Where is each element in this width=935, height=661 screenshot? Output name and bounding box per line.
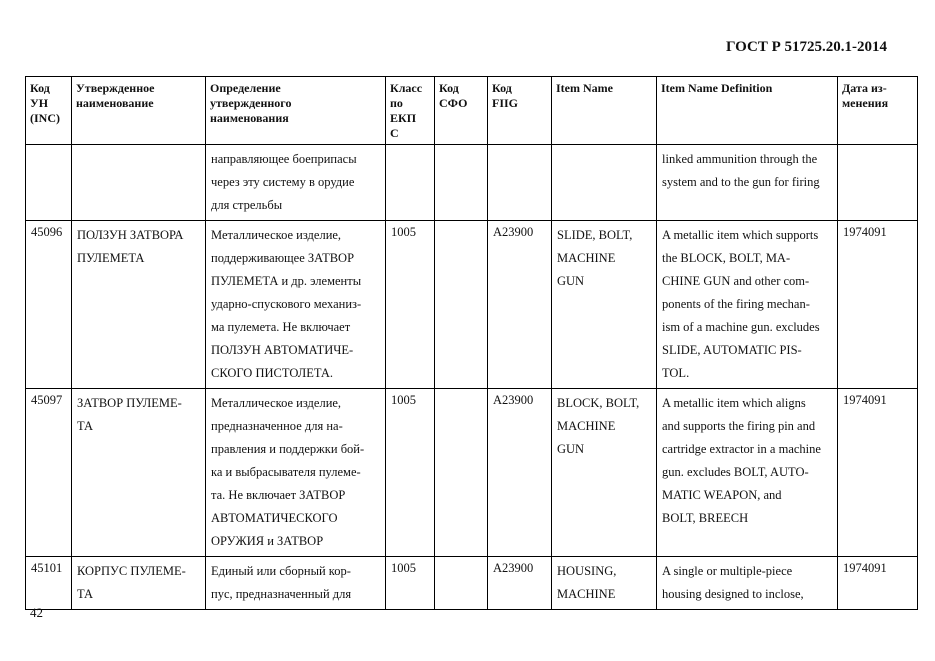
definition-cell: Металлическое изделие, предназначенное для на- правления и поддержки бой- ка и выбрасывателя пулеме- та. Не включает ЗАТВОР АВТОМАТИЧЕСКОГО ОРУЖИЯ и ЗАТВОР [206, 389, 386, 557]
class-cell: 1005 [386, 557, 435, 610]
fiig-cell: A23900 [488, 389, 552, 557]
class-cell: 1005 [386, 221, 435, 389]
col-header-inc: Код УН (INC) [26, 77, 72, 145]
item-name-cell [552, 145, 657, 221]
sfo-cell [435, 221, 488, 389]
approved-name-cell: КОРПУС ПУЛЕМЕ- ТА [72, 557, 206, 610]
col-header-sfo: Код СФО [435, 77, 488, 145]
definition-cell: Единый или сборный кор- пус, предназначенный для [206, 557, 386, 610]
sfo-cell [435, 145, 488, 221]
date-cell: 1974091 [838, 557, 918, 610]
inc-cell: 45101 [26, 557, 72, 610]
inc-cell: 45097 [26, 389, 72, 557]
fiig-cell: A23900 [488, 557, 552, 610]
col-header-fiig: Код FIIG [488, 77, 552, 145]
page-number: 42 [30, 605, 43, 620]
item-definition-cell: A metallic item which aligns and supports the firing pin and cartridge extractor in a machine gun. excludes BOLT, AUTO- MATIC WEAPON, and BOLT, BREECH [657, 389, 838, 557]
col-header-item-name: Item Name [552, 77, 657, 145]
item-definition-cell: A metallic item which supports the BLOCK, BOLT, MA- CHINE GUN and other com- ponents of the firing mechan- ism of a machine gun. excludes SLIDE, AUTOMATIC PIS- TOL. [657, 221, 838, 389]
item-name-cell: HOUSING, MACHINE [552, 557, 657, 610]
date-cell: 1974091 [838, 389, 918, 557]
document-id: ГОСТ Р 51725.20.1-2014 [725, 39, 887, 55]
class-cell [386, 145, 435, 221]
date-cell: 1974091 [838, 221, 918, 389]
approved-name-cell: ЗАТВОР ПУЛЕМЕ- ТА [72, 389, 206, 557]
inc-cell: 45096 [26, 221, 72, 389]
table-row [26, 221, 918, 389]
col-header-approved-name: Утвержденное наименование [72, 77, 206, 145]
fiig-cell: A23900 [488, 221, 552, 389]
item-name-cell: BLOCK, BOLT, MACHINE GUN [552, 389, 657, 557]
col-header-definition: Определение утвержденного наименования [206, 77, 386, 145]
gost-catalog-table [25, 76, 918, 610]
col-header-class: Класс по ЕКП С [386, 77, 435, 145]
header-row [26, 77, 918, 145]
item-definition-cell: linked ammunition through the system and to the gun for firing [657, 145, 838, 221]
item-name-cell: SLIDE, BOLT, MACHINE GUN [552, 221, 657, 389]
col-header-date: Дата из- менения [838, 77, 918, 145]
class-cell: 1005 [386, 389, 435, 557]
table-row [26, 389, 918, 557]
approved-name-cell [72, 145, 206, 221]
table-row [26, 557, 918, 610]
item-definition-cell: A single or multiple-piece housing designed to inclose, [657, 557, 838, 610]
sfo-cell [435, 389, 488, 557]
approved-name-cell: ПОЛЗУН ЗАТВОРА ПУЛЕМЕТА [72, 221, 206, 389]
sfo-cell [435, 557, 488, 610]
table-row [26, 145, 918, 221]
col-header-item-definition: Item Name Definition [657, 77, 838, 145]
inc-cell [26, 145, 72, 221]
definition-cell: направляющее боеприпасы через эту систему в орудие для стрельбы [206, 145, 386, 221]
definition-cell: Металлическое изделие, поддерживающее ЗАТВОР ПУЛЕМЕТА и др. элементы ударно-спускового механиз- ма пулемета. Не включает ПОЛЗУН АВТОМАТИЧЕ- СКОГО ПИСТОЛЕТА. [206, 221, 386, 389]
fiig-cell [488, 145, 552, 221]
date-cell [838, 145, 918, 221]
